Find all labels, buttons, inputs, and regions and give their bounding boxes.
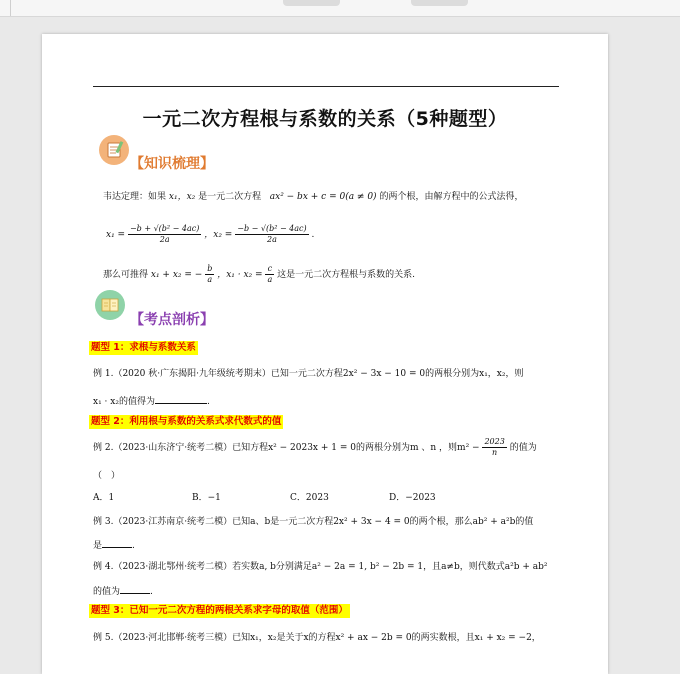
type1-heading: 题型 1：求根与系数关系 bbox=[91, 342, 196, 353]
vieta-intro: 韦达定理：如果 x₁，x₂ 是一元二次方程 ax² − bx + c = 0(a ≠ 0) 的两个根，由解方程中的公式法得， bbox=[103, 192, 524, 202]
type3-heading: 题型 3：已知一元二次方程的两根关系求字母的取值（范围） bbox=[91, 605, 348, 616]
section-knowledge-title: 【知识梳理】 bbox=[130, 156, 214, 172]
viewer-toolbar bbox=[0, 0, 680, 17]
example2-paren: （ ） bbox=[93, 471, 121, 481]
type2-heading: 题型 2：利用根与系数的关系式求代数式的值 bbox=[91, 416, 282, 427]
section-analysis-title: 【考点剖析】 bbox=[130, 312, 214, 328]
example2-option-b[interactable]: B．−1 bbox=[192, 493, 221, 503]
example2-line1: 例 2.（2023·山东济宁·统考二模）已知方程x² − 2023x + 1 = 0的两根分别为m 、n ，则m² − $\frac{2023}{n}$ 的值为 bbox=[93, 437, 537, 457]
example1-line2: x₁ · x₂的值得为 . bbox=[93, 394, 210, 408]
answer-blank[interactable] bbox=[155, 394, 207, 404]
answer-blank[interactable] bbox=[120, 584, 150, 594]
book-icon bbox=[95, 290, 125, 320]
page-title: 一元二次方程根与系数的关系（5种题型） bbox=[142, 108, 508, 130]
toolbar-divider bbox=[10, 0, 11, 16]
example2-option-a[interactable]: A．1 bbox=[93, 493, 115, 503]
example3-line1: 例 3.（2023·江苏南京·统考二模）已知a、b是一元二次方程2x² + 3x − 4 = 0的两个根，那么ab² + a²b的值 bbox=[93, 517, 534, 527]
example2-option-c[interactable]: C．2023 bbox=[290, 493, 329, 503]
example4-line2: 的值为 . bbox=[93, 584, 153, 598]
example2-option-d[interactable]: D．−2023 bbox=[389, 493, 436, 503]
root-formulas: x₁ = $\frac{\text{−b + √(b² − 4ac)}}{2a}$ ，x₂ = $\frac{\text{−b − √(b² − 4ac)}}{2a}$ . bbox=[106, 224, 315, 244]
example3-line2: 是 . bbox=[93, 538, 135, 552]
header-rule bbox=[93, 86, 559, 87]
vieta-result: 那么可推得 x₁ + x₂ = − $\frac{b}{a}$ ，x₁ · x₂ = $\frac{c}{a}$ 这是一元二次方程根与系数的关系. bbox=[103, 264, 415, 284]
document-page bbox=[42, 34, 608, 674]
example1-line1: 例 1.（2020 秋·广东揭阳·九年级统考期末）已知一元二次方程2x² − 3x − 10 = 0的两根分别为x₁，x₂，则 bbox=[93, 369, 524, 379]
toolbar-tab[interactable] bbox=[283, 0, 340, 6]
notebook-icon bbox=[99, 135, 129, 165]
example4-line1: 例 4.（2023·湖北鄂州·统考二模）若实数a, b分别满足a² − 2a = 1, b² − 2b = 1，且a≠b，则代数式a²b + ab² bbox=[93, 562, 548, 572]
toolbar-tab[interactable] bbox=[411, 0, 468, 6]
example5-line1: 例 5.（2023·河北邯郸·统考三模）已知x₁，x₂是关于x的方程x² + ax − 2b = 0的两实数根，且x₁ + x₂ = −2， bbox=[93, 633, 541, 643]
answer-blank[interactable] bbox=[102, 538, 132, 548]
